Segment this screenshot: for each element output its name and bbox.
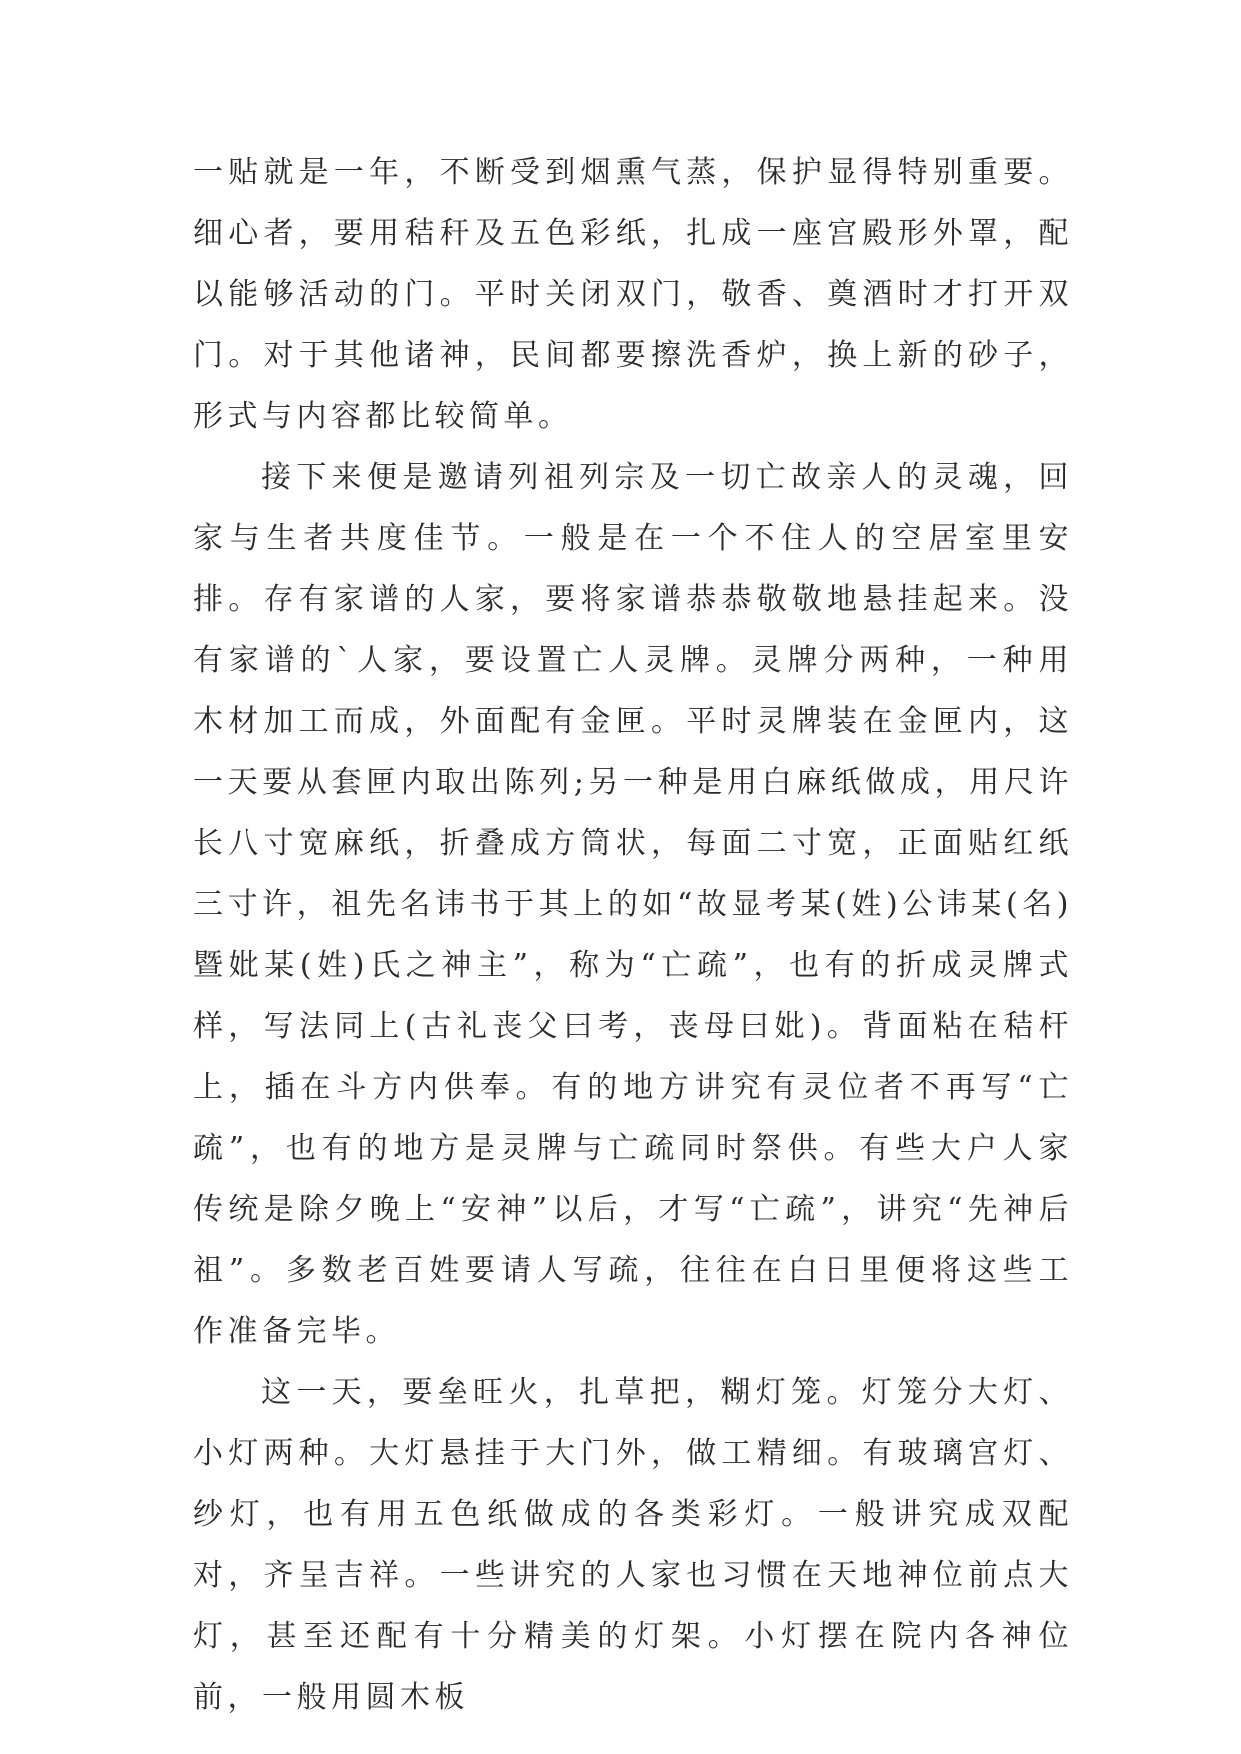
body-text: [193, 142, 1073, 1728]
paragraph-2: 接下来便是邀请列祖列宗及一切亡故亲人的灵魂，回家与生者共度佳节。一般是在一个不住人的空居室里安排。存有家谱的人家，要将家谱恭恭敬敬地悬挂起来。没有家谱的`人家，要设置亡人灵牌。灵牌分两种，一种用木材加工而成，外面配有金匣。平时灵牌装在金匣内，这一天要从套匣内取出陈列;另一种是用白麻纸做成，用尺许长八寸宽麻纸，折叠成方筒状，每面二寸宽，正面贴红纸三寸许，祖先名讳书于其上的如“故显考某(姓)公讳某(名)暨妣某(姓)氏之神主”，称为“亡疏”，也有的折成灵牌式样，写法同上(古礼丧父曰考，丧母曰妣)。背面粘在秸杆上，插在斗方内供奉。有的地方讲究有灵位者不再写“亡疏”，也有的地方是灵牌与亡疏同时祭供。有些大户人家传统是除夕晚上“安神”以后，才写“亡疏”，讲究“先神后祖”。多数老百姓要请人写疏，往往在白日里便将这些工作准备完毕。: [193, 460, 1073, 1349]
paragraph-1: 一贴就是一年，不断受到烟熏气蒸，保护显得特别重要。细心者，要用秸秆及五色彩纸，扎成一座宫殿形外罩，配以能够活动的门。平时关闭双门，敬香、奠酒时才打开双门。对于其他诸神，民间都要擦洗香炉，换上新的砂子，形式与内容都比较简单。: [193, 155, 1073, 434]
paragraph-3: 这一天，要垒旺火，扎草把，糊灯笼。灯笼分大灯、小灯两种。大灯悬挂于大门外，做工精细。有玻璃宫灯、纱灯，也有用五色纸做成的各类彩灯。一般讲究成双配对，齐呈吉祥。一些讲究的人家也习惯在天地神位前点大灯，甚至还配有十分精美的灯架。小灯摆在院内各神位前，一般用圆木板: [193, 1375, 1073, 1715]
